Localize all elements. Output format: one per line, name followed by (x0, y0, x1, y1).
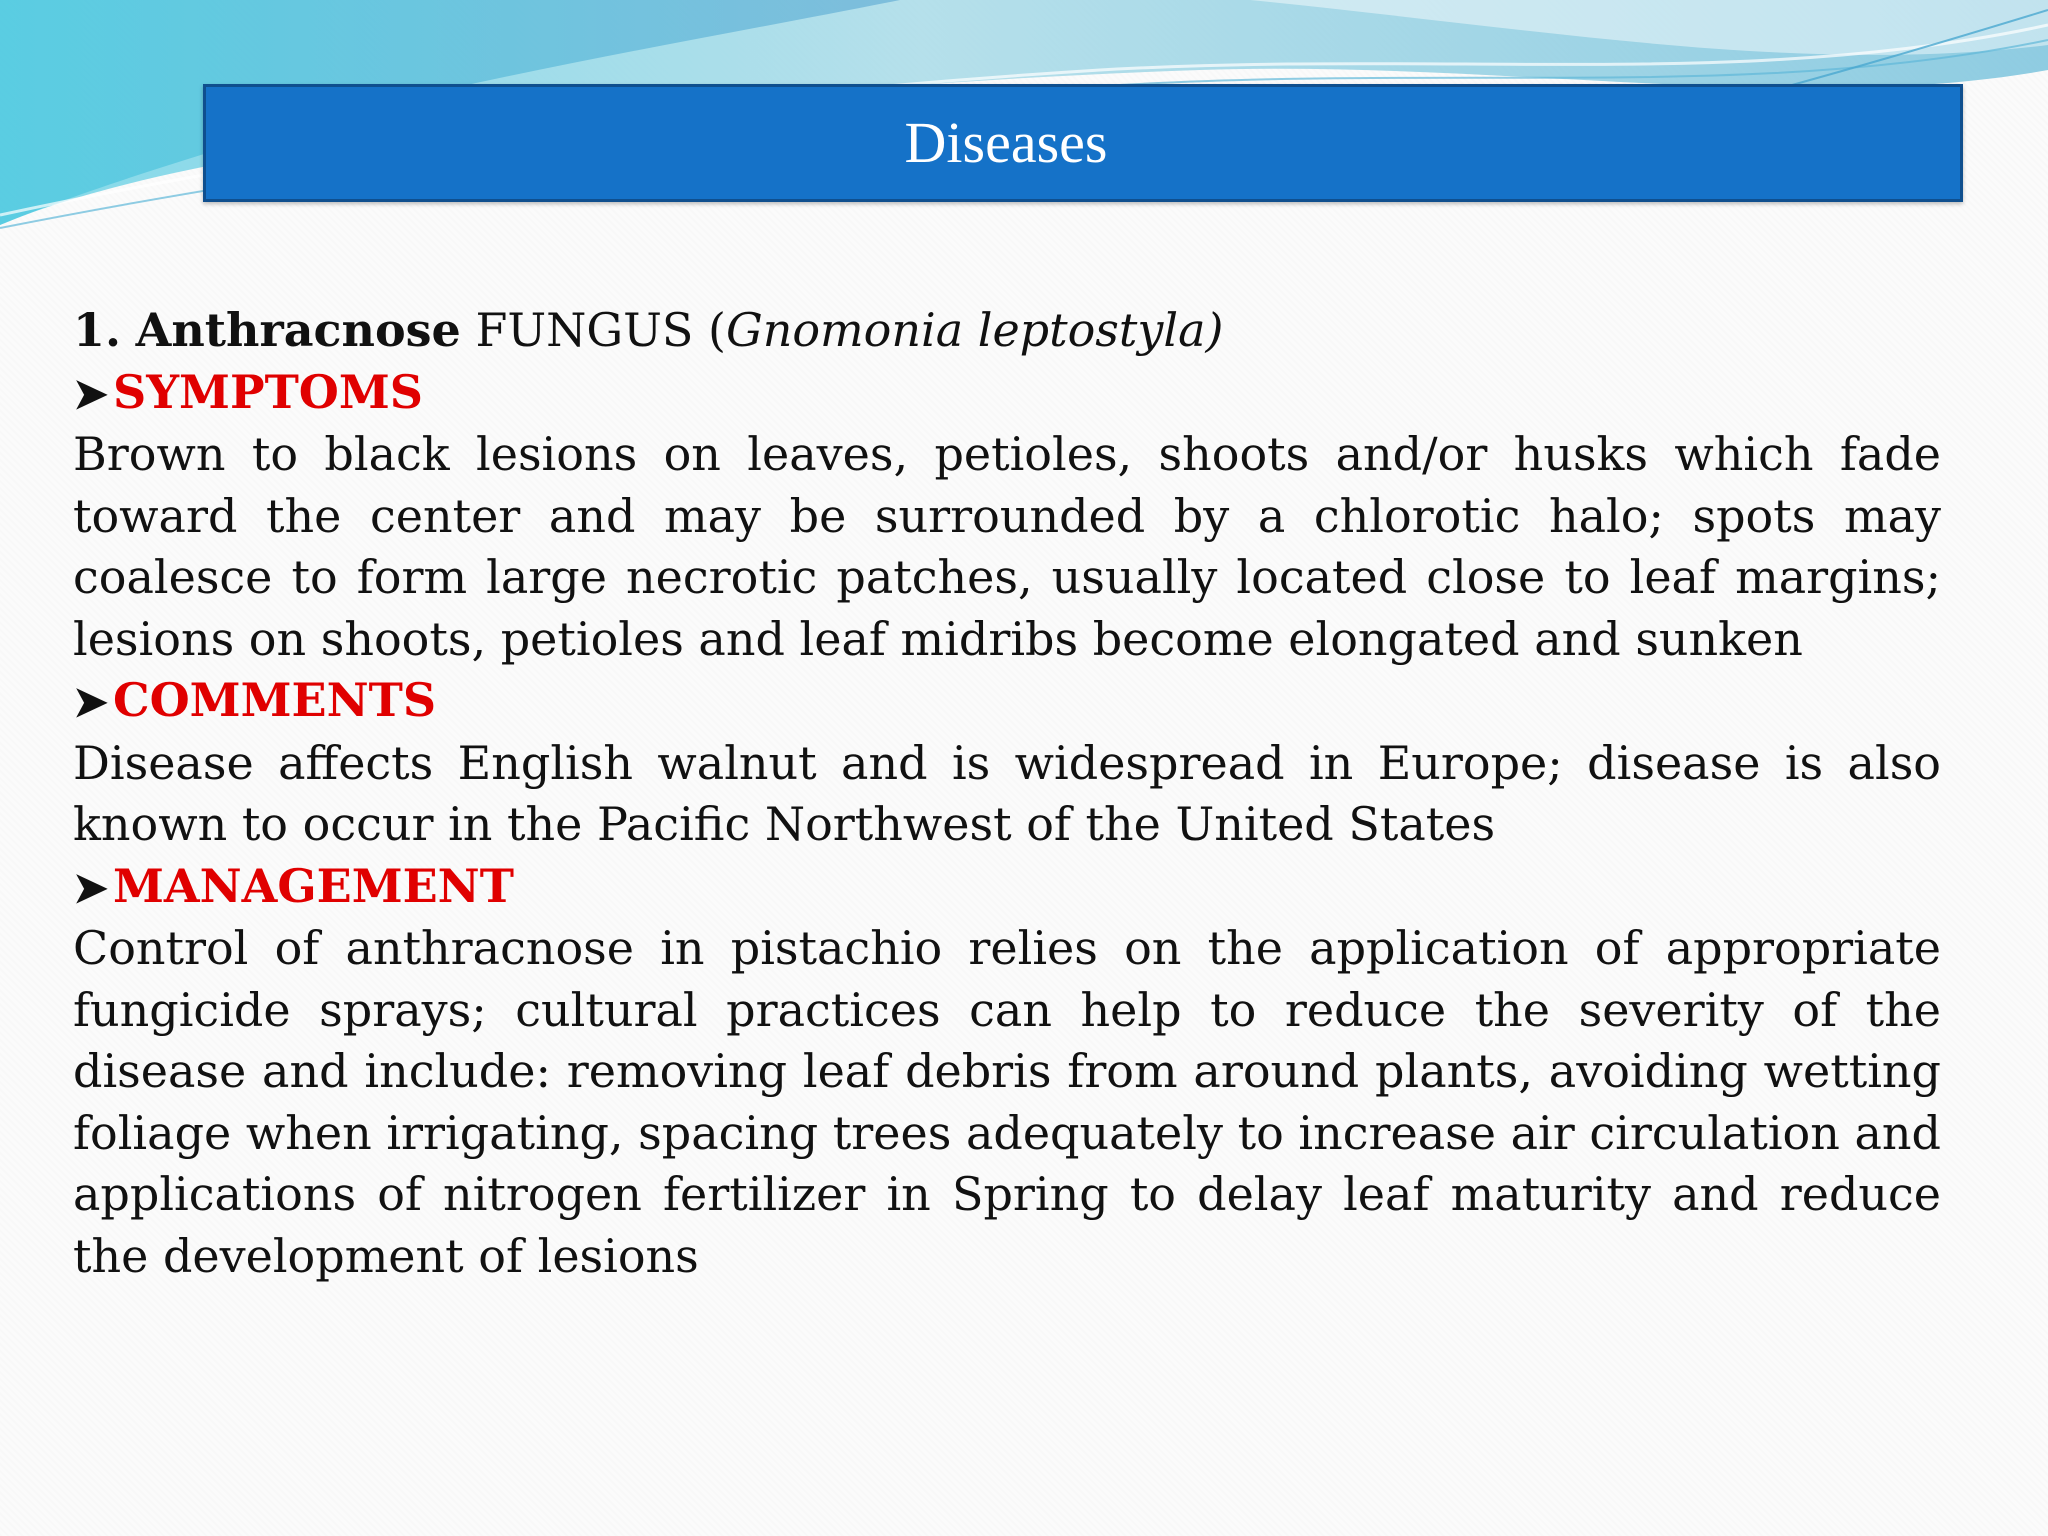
management-text: Control of anthracnose in pistachio relies on the application of appropriate fungicide sprays; cultural practices can help to reduce the severity of the disease and include: removing leaf debris from around plants, avoiding wetting foliage when irrigating, spacing trees adequately to increase air circulation and applications of nitrogen fertilizer in Spring to delay leaf maturity and reduce the development of lesions (73, 921, 1941, 1283)
arrowhead-bullet-icon: ➤ (73, 677, 109, 726)
symptoms-text: Brown to black lesions on leaves, petioles, shoots and/or husks which fade toward the center and may be surrounded by a chlorotic halo; spots may coalesce to form large necrotic patches, usually located close to leaf margins; lesions on shoots, petioles and leaf midribs become elongated and sunken (73, 427, 1941, 666)
management-heading: MANAGEMENT (113, 858, 514, 913)
scientific-name: Gnomonia leptostyla) (725, 303, 1224, 357)
disease-name: Anthracnose (135, 303, 461, 357)
disease-number: 1. (73, 303, 122, 357)
section-heading-symptoms (73, 362, 1941, 425)
title-bar (203, 84, 1963, 202)
slide-content (73, 300, 1941, 1287)
section-heading-comments (73, 670, 1941, 733)
comments-text: Disease affects English walnut and is widespread in Europe; disease is also known to occur in the Pacific Northwest of the United States (73, 735, 1941, 851)
section-heading-management (73, 856, 1941, 919)
arrowhead-bullet-icon: ➤ (73, 862, 109, 912)
arrowhead-bullet-icon: ➤ (73, 368, 109, 418)
slide-title: Diseases (904, 110, 1108, 175)
symptoms-heading: SYMPTOMS (113, 364, 424, 419)
disease-heading-line (73, 300, 1941, 362)
disease-type: FUNGUS ( (475, 303, 726, 357)
comments-heading: COMMENTS (113, 673, 437, 727)
